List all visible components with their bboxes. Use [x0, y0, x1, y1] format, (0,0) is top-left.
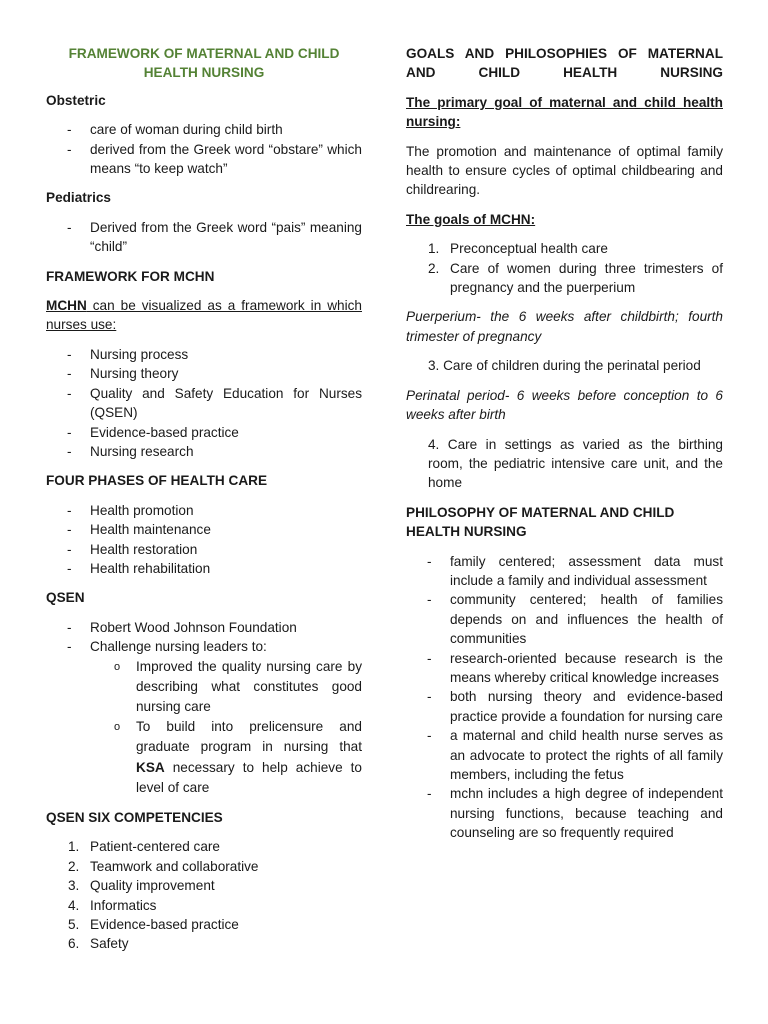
list-item: - both nursing theory and evidence-based practice provide a foundation for nursing care [427, 689, 723, 724]
mchn-term: MCHN [46, 298, 87, 314]
list-item: - derived from the Greek word “obstare” which means “to keep watch” [67, 141, 362, 177]
obstetric-list [46, 120, 362, 178]
goals-list [406, 239, 723, 297]
list-item: - a maternal and child health nurse serves as an advocate to protect the rights of all family members, including the fetus [427, 728, 723, 782]
list-item: - Evidence-based practice [67, 424, 239, 440]
perinatal-note: Perinatal period- 6 weeks before conception to 6 weeks after birth [406, 387, 723, 423]
puerperium-note: Puerperium- the 6 weeks after childbirth; fourth trimester of pregnancy [406, 309, 723, 344]
competencies-list [46, 837, 362, 953]
framework-list [46, 345, 362, 461]
list-item: 3. Quality improvement [68, 878, 215, 894]
sub-list-item: o Improved the quality nursing care by describing what constitutes good nursing care [114, 658, 362, 714]
list-item: - Nursing process [67, 346, 189, 362]
list-item: - Health promotion [67, 502, 194, 518]
list-item: - community centered; health of families depends on and influences the health of communities [427, 592, 723, 647]
qsen-list [46, 618, 362, 657]
list-item: - Derived from the Greek word “pais” meaning “child” [67, 219, 362, 255]
goals-heading: The goals of MCHN: [406, 211, 536, 227]
competencies-heading: QSEN SIX COMPETENCIES [46, 809, 223, 825]
goal-4: 4. Care in settings as varied as the birthing room, the pediatric intensive care unit, and the home [428, 436, 723, 491]
goal-3: 3. Care of children during the perinatal period [428, 358, 701, 374]
framework-heading: FRAMEWORK FOR MCHN [46, 268, 215, 284]
primary-goal-heading: The primary goal of maternal and child health nursing: [406, 94, 723, 130]
list-item: 2. Teamwork and collaborative [68, 858, 259, 874]
pediatrics-list [46, 218, 362, 257]
list-item: - Health rehabilitation [67, 560, 211, 576]
qsen-sublist [46, 657, 362, 798]
list-item: 1. Patient-centered care [68, 839, 220, 855]
list-item: - Health maintenance [67, 522, 211, 538]
list-item: - research-oriented because research is the means whereby critical knowledge increases [427, 650, 723, 685]
goals-philosophies-heading: GOALS AND PHILOSOPHIES OF MATERNAL AND CHILD HEALTH NURSING [406, 46, 723, 81]
left-column [46, 44, 362, 964]
list-item: - Robert Wood Johnson Foundation [67, 619, 297, 635]
right-column [406, 44, 723, 853]
list-item: - Health restoration [67, 541, 198, 557]
primary-goal-text: The promotion and maintenance of optimal family health to ensure cycles of optimal childbearing and childrearing. [406, 143, 723, 198]
philosophy-list [406, 552, 723, 843]
qsen-heading: QSEN [46, 590, 85, 606]
phases-list [46, 501, 362, 579]
obstetric-heading: Obstetric [46, 92, 106, 108]
list-item: - Nursing theory [67, 366, 179, 382]
sub-list-item: o To build into prelicensure and graduate program in nursing that KSA necessary to help achieve to level of care [114, 719, 362, 795]
list-item: 5. Evidence-based practice [68, 917, 239, 933]
list-item: - mchn includes a high degree of independent nursing functions, because teaching and counseling are so frequently required [427, 786, 723, 841]
list-item: 6. Safety [68, 936, 129, 952]
ksa-term: KSA [136, 759, 165, 775]
list-item: - Challenge nursing leaders to: [67, 639, 267, 655]
list-item: - family centered; assessment data must include a family and individual assessment [427, 553, 723, 588]
philosophy-heading: PHILOSOPHY OF MATERNAL AND CHILD HEALTH NURSING [406, 504, 675, 540]
list-item: 4. Informatics [68, 897, 157, 913]
pediatrics-heading: Pediatrics [46, 190, 111, 206]
list-item: - Nursing research [67, 443, 194, 459]
list-item: - Quality and Safety Education for Nurses (QSEN) [67, 385, 362, 421]
list-item: 1. Preconceptual health care [428, 241, 608, 257]
list-item: 2. Care of women during three trimesters of pregnancy and the puerperium [428, 260, 723, 296]
list-item: - care of woman during child birth [67, 122, 283, 138]
document-title: FRAMEWORK OF MATERNAL AND CHILD HEALTH NURSING [68, 46, 340, 81]
phases-heading: FOUR PHASES OF HEALTH CARE [46, 473, 268, 489]
framework-intro: MCHN can be visualized as a framework in which nurses use: [46, 298, 362, 333]
